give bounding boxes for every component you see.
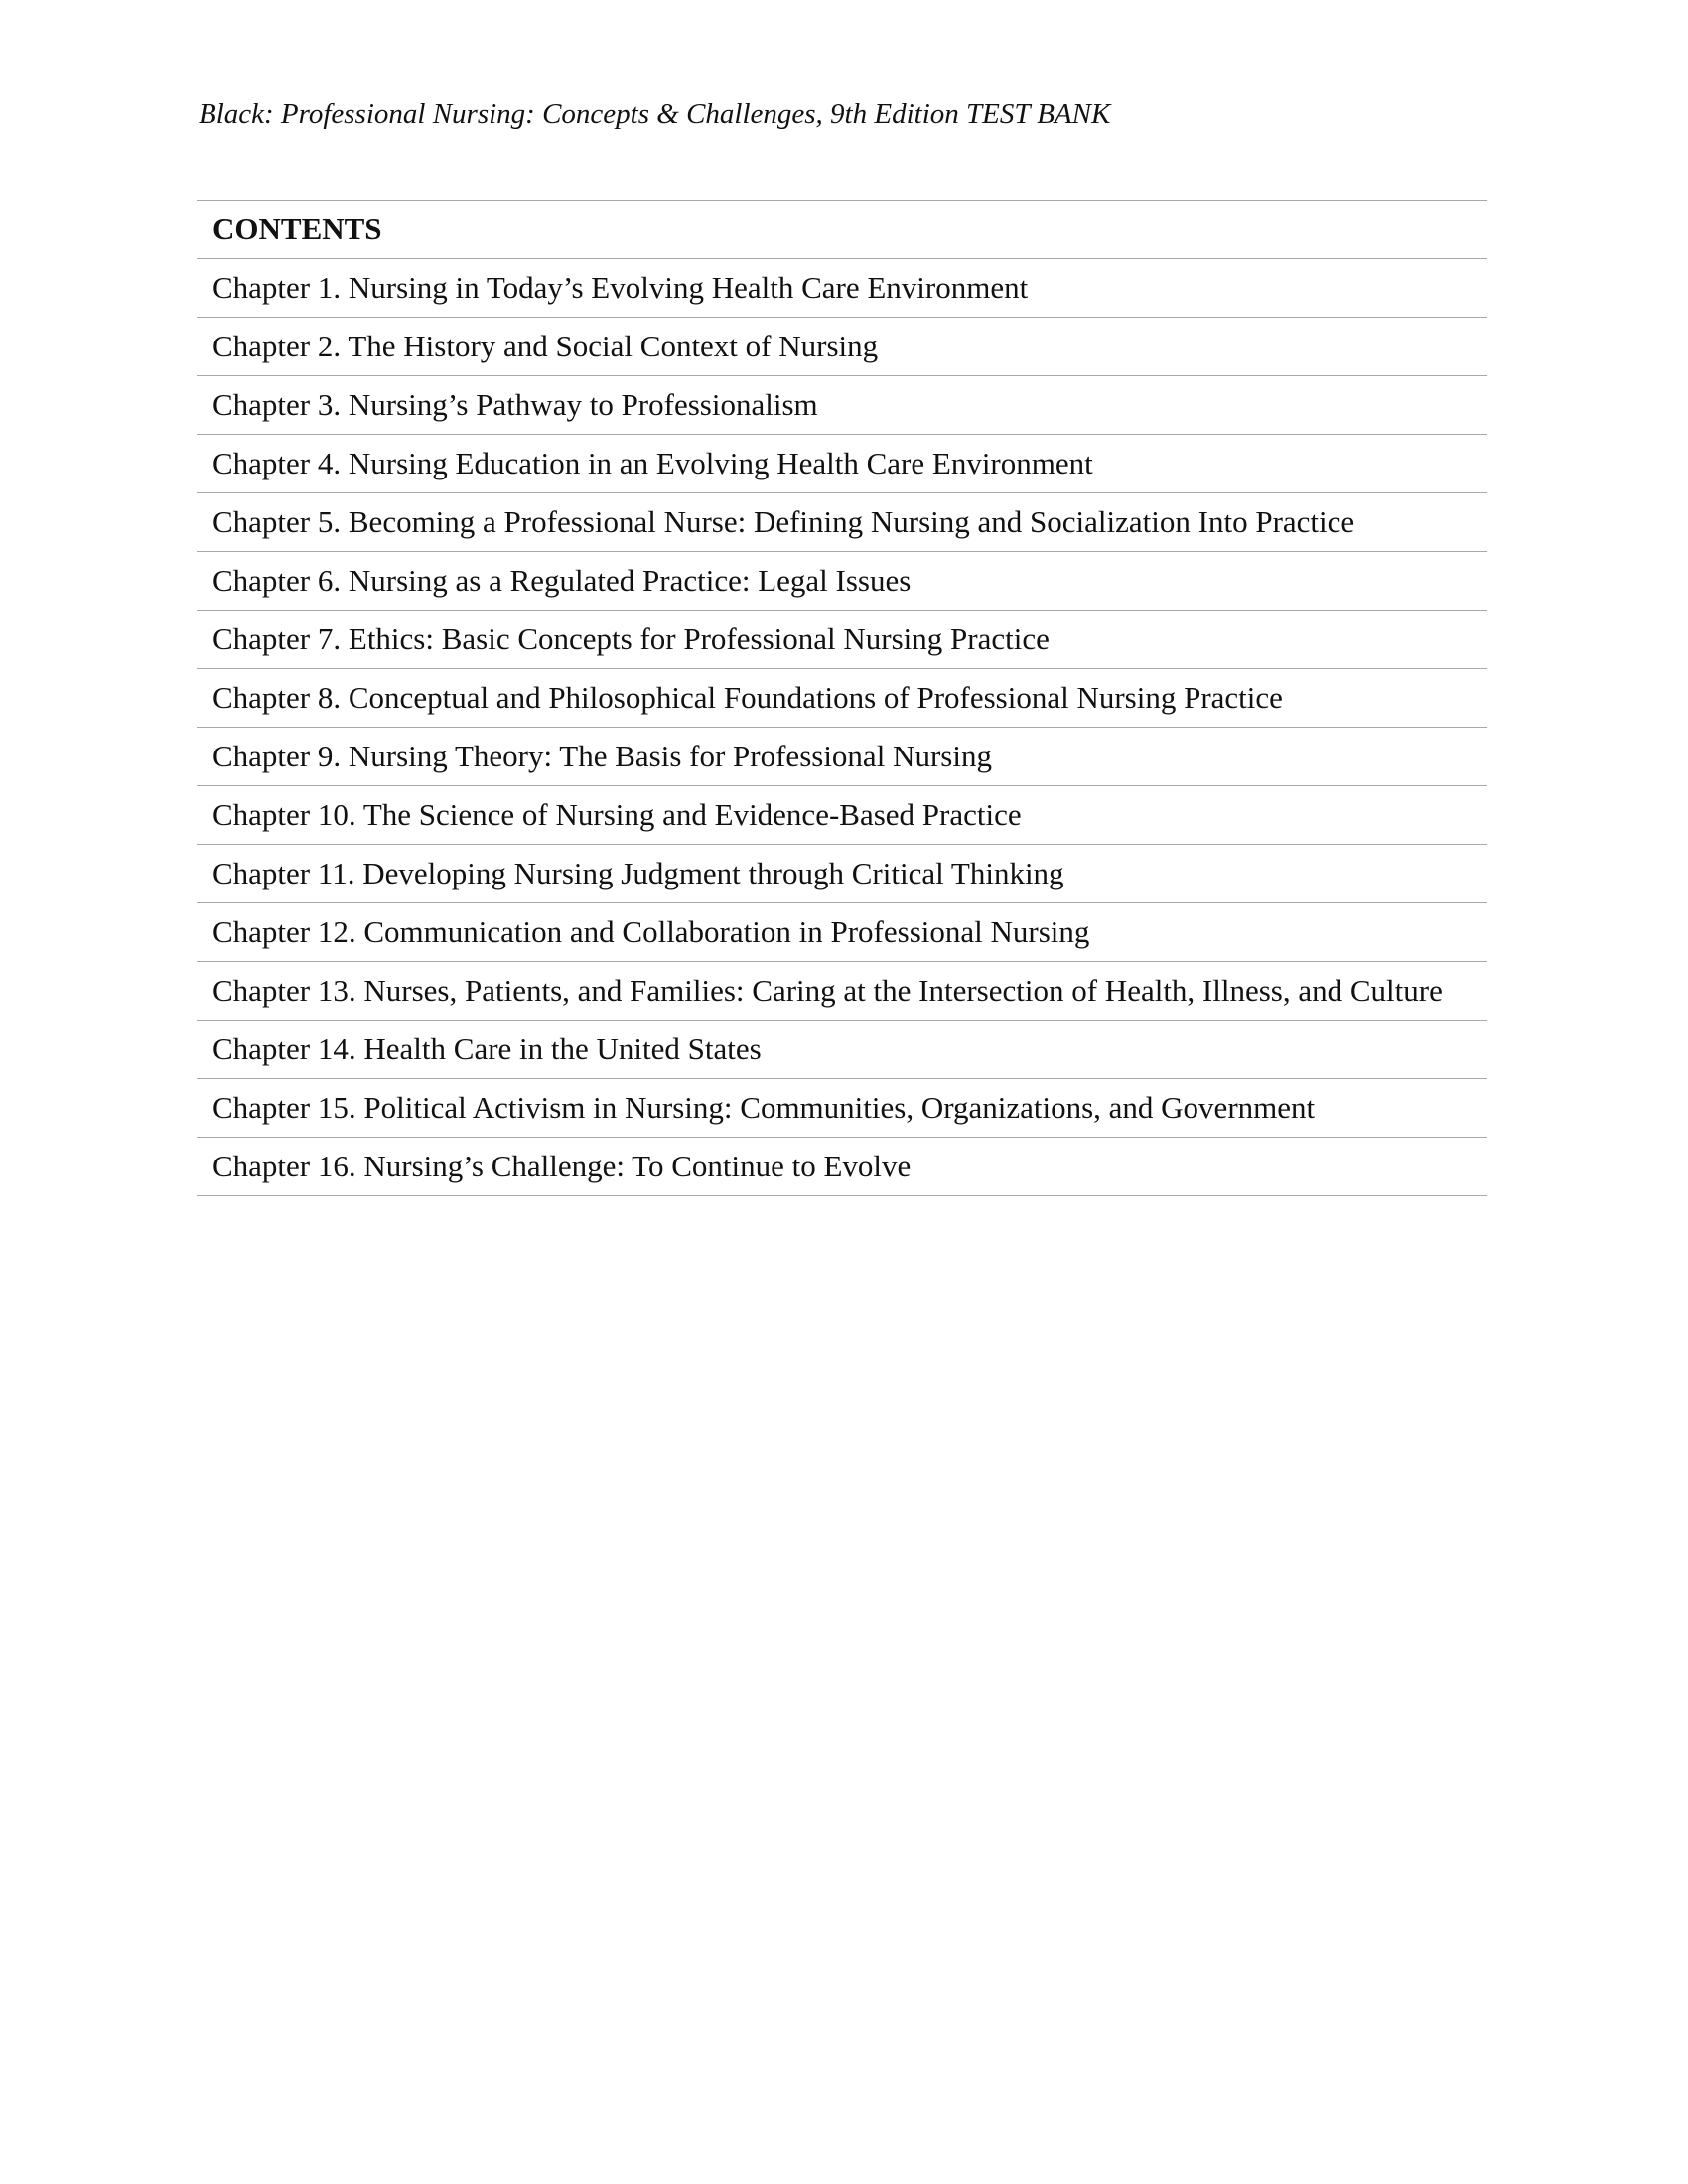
toc-item-chapter-13: Chapter 13. Nurses, Patients, and Families: Caring at the Intersection of Health, Illness, and Culture [197, 962, 1487, 1021]
toc-item-chapter-15: Chapter 15. Political Activism in Nursing: Communities, Organizations, and Government [197, 1079, 1487, 1138]
toc-item-chapter-1: Chapter 1. Nursing in Today’s Evolving Health Care Environment [197, 259, 1487, 318]
toc-item-chapter-4: Chapter 4. Nursing Education in an Evolving Health Care Environment [197, 435, 1487, 493]
toc-item-chapter-10: Chapter 10. The Science of Nursing and Evidence-Based Practice [197, 786, 1487, 845]
toc-item-chapter-14: Chapter 14. Health Care in the United States [197, 1021, 1487, 1079]
toc-item-chapter-7: Chapter 7. Ethics: Basic Concepts for Professional Nursing Practice [197, 611, 1487, 669]
toc-item-chapter-9: Chapter 9. Nursing Theory: The Basis for Professional Nursing [197, 728, 1487, 786]
toc-item-chapter-3: Chapter 3. Nursing’s Pathway to Professionalism [197, 376, 1487, 435]
running-header: Black: Professional Nursing: Concepts & Challenges, 9th Edition TEST BANK [199, 98, 1111, 130]
toc-item-chapter-2: Chapter 2. The History and Social Context of Nursing [197, 318, 1487, 376]
toc-item-chapter-12: Chapter 12. Communication and Collaboration in Professional Nursing [197, 903, 1487, 962]
table-of-contents [197, 200, 1487, 1196]
toc-item-chapter-11: Chapter 11. Developing Nursing Judgment through Critical Thinking [197, 845, 1487, 903]
toc-item-chapter-6: Chapter 6. Nursing as a Regulated Practice: Legal Issues [197, 552, 1487, 611]
toc-item-chapter-5: Chapter 5. Becoming a Professional Nurse: Defining Nursing and Socialization Into Practice [197, 493, 1487, 552]
toc-item-chapter-16: Chapter 16. Nursing’s Challenge: To Continue to Evolve [197, 1138, 1487, 1196]
toc-item-chapter-8: Chapter 8. Conceptual and Philosophical Foundations of Professional Nursing Practice [197, 669, 1487, 728]
contents-heading: CONTENTS [197, 201, 1487, 259]
